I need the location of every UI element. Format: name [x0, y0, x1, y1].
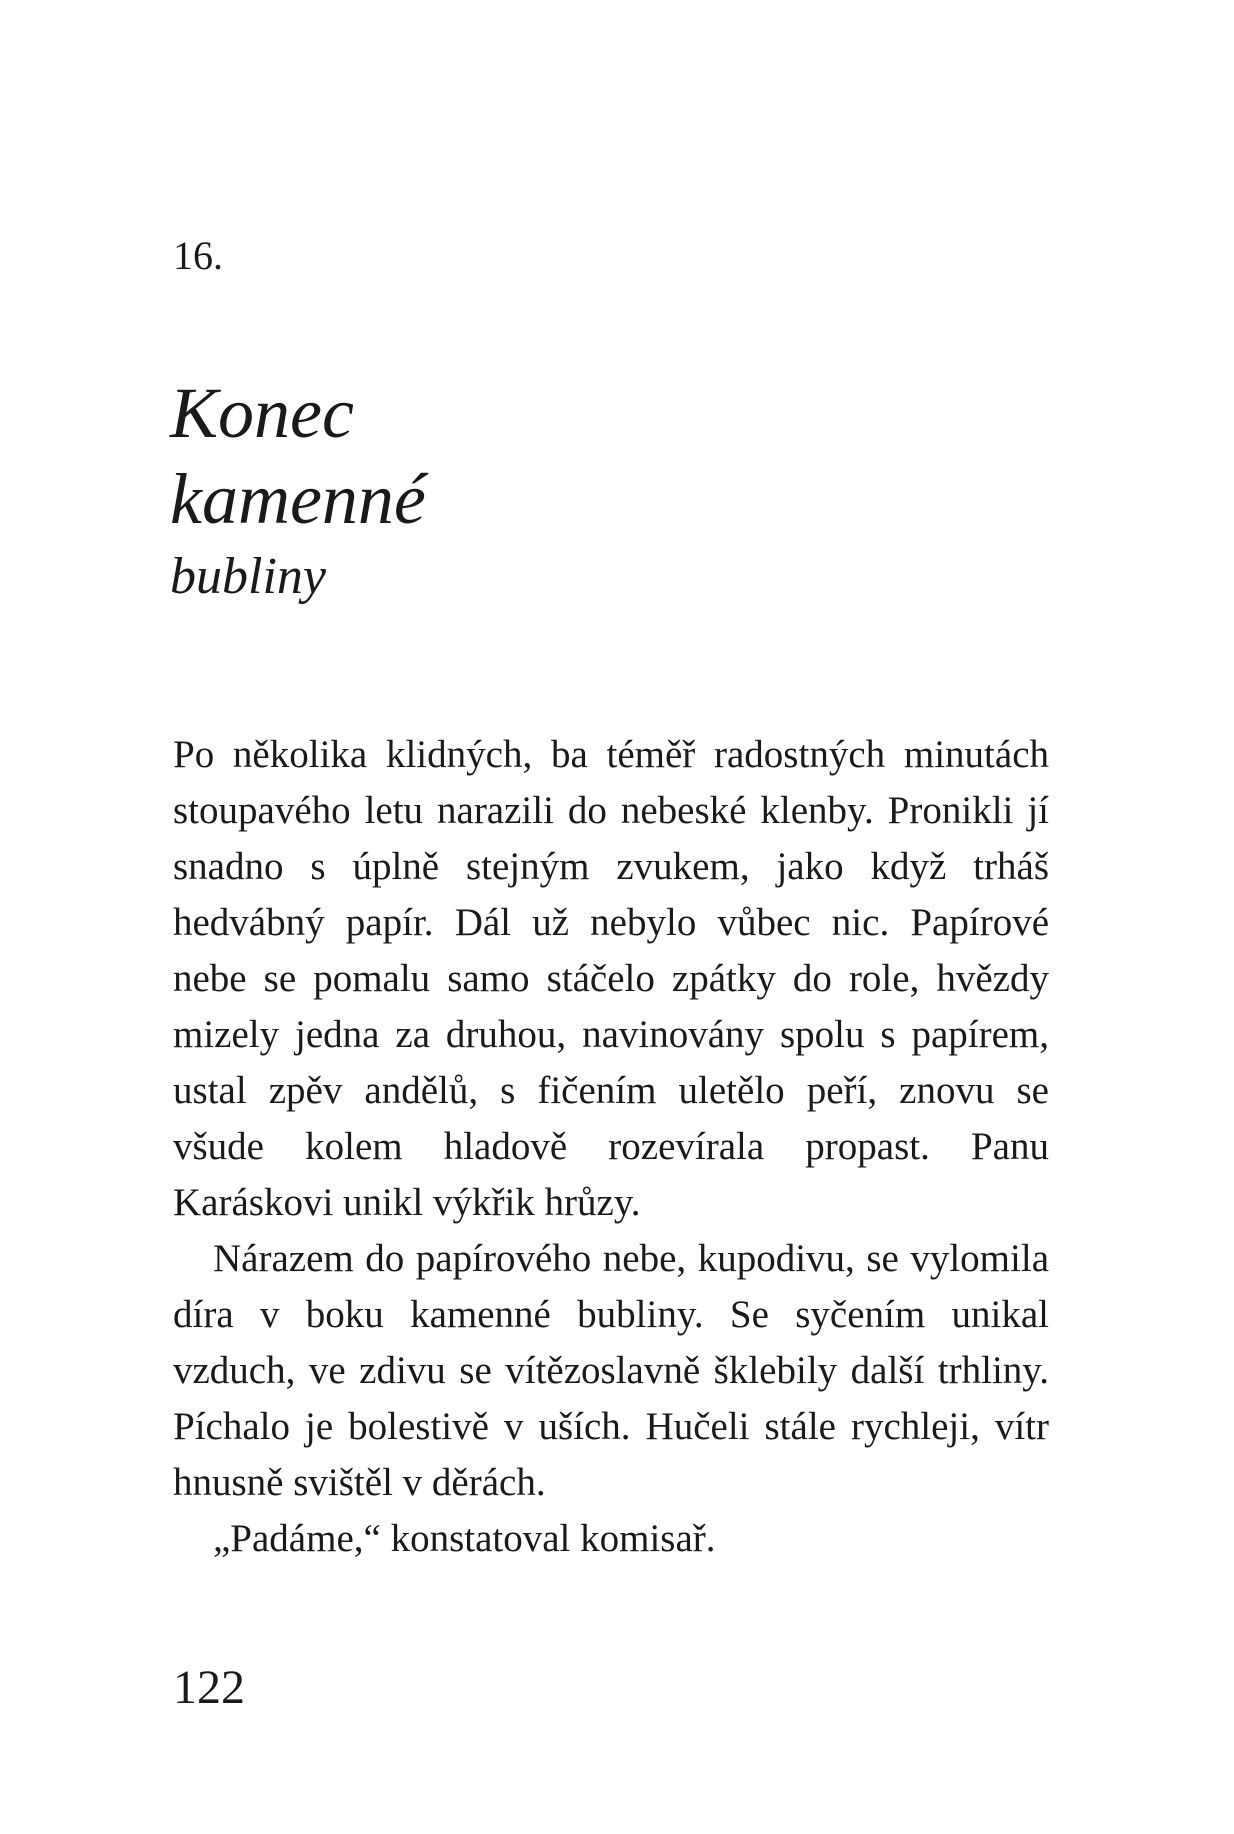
chapter-title	[170, 370, 426, 612]
paragraph: Po několika klidných, ba téměř radostných minutách stoupavého letu narazili do nebeské klenby. Pronikli jí snadno s úplně stejným zvukem, jako když trháš hedvábný papír. Dál už nebylo vůbec nic. Papírové nebe se pomalu samo stáčelo zpátky do role, hvězdy mizely jedna za druhou, navinovány spolu s papírem, ustal zpěv andělů, s fičením uletělo peří, znovu se všude kolem hladově rozevírala propast. Panu Karáskovi unikl výkřik hrůzy.	[173, 733, 1049, 1224]
page-number: 122	[173, 1661, 245, 1714]
chapter-title-line: kamenné	[170, 459, 426, 539]
paragraph: Nárazem do papírového nebe, kupodivu, se vylomila díra v boku kamenné bubliny. Se syčením unikal vzduch, ve zdivu se vítězoslavně šklebily další trhliny. Píchalo je bolestivě v uších. Hučeli stále rychleji, vítr hnusně svištěl v děrách.	[173, 1237, 1049, 1504]
chapter-title-line: bubliny	[170, 548, 326, 605]
chapter-number: 16.	[173, 233, 223, 278]
chapter-body	[173, 727, 1049, 1567]
chapter-title-line: Konec	[170, 373, 354, 453]
paragraph: „Padáme,“ konstatoval komisař.	[213, 1517, 716, 1560]
